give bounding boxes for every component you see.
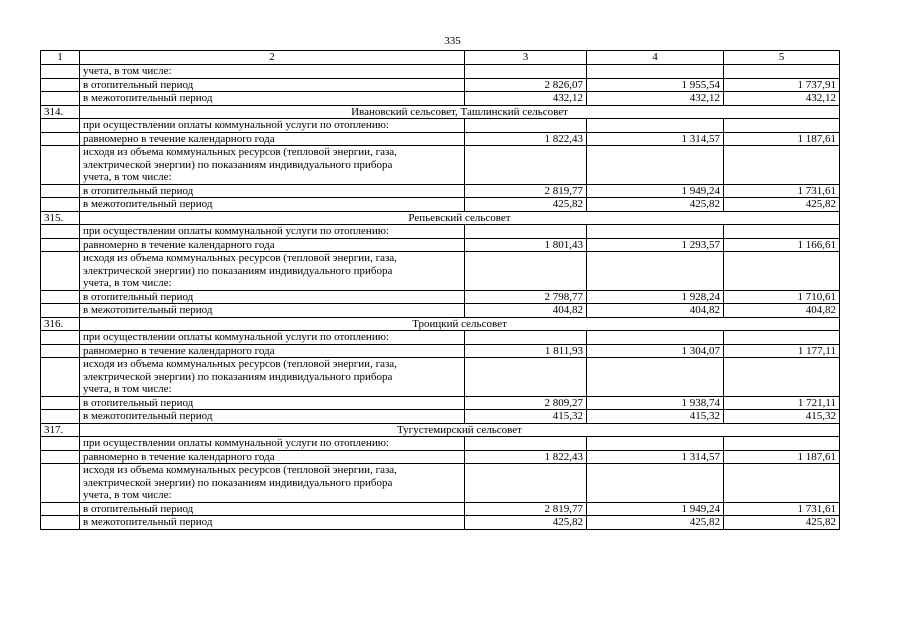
row-number-cell <box>41 252 80 291</box>
table-row <box>41 464 840 503</box>
table-row <box>41 358 840 397</box>
value-cell: 1 949,24 <box>587 502 724 516</box>
row-label: в отопительный период <box>80 290 465 304</box>
row-label-line: исходя из объема коммунальных ресурсов (тепловой энергии, газа, <box>83 464 397 476</box>
value-cell: 425,82 <box>465 516 587 530</box>
row-label: в межотопительный период <box>80 198 465 212</box>
row-number-cell <box>41 516 80 530</box>
value-cell <box>724 331 840 345</box>
row-label: в межотопительный период <box>80 304 465 318</box>
row-number-cell <box>41 344 80 358</box>
row-label-line: исходя из объема коммунальных ресурсов (тепловой энергии, газа, <box>83 252 397 264</box>
value-cell <box>587 252 724 291</box>
row-label-line: учета, в том числе: <box>83 383 172 395</box>
table-row <box>41 396 840 410</box>
row-label-line: электрической энергии) по показаниям индивидуального прибора <box>83 264 393 277</box>
section-number: 315. <box>41 211 80 225</box>
value-cell: 415,32 <box>724 410 840 424</box>
section-title: Ивановский сельсовет, Ташлинский сельсовет <box>80 105 840 119</box>
page-number: 335 <box>444 35 461 47</box>
value-cell: 1 293,57 <box>587 238 724 252</box>
value-cell: 432,12 <box>587 92 724 106</box>
value-cell: 1 938,74 <box>587 396 724 410</box>
row-label <box>80 358 465 397</box>
value-cell: 1 737,91 <box>724 78 840 92</box>
value-cell <box>724 358 840 397</box>
table-row <box>41 502 840 516</box>
table-row <box>41 450 840 464</box>
value-cell <box>465 119 587 133</box>
row-number-cell <box>41 146 80 185</box>
row-label: в межотопительный период <box>80 92 465 106</box>
header-cell: 5 <box>724 51 840 65</box>
row-label: в межотопительный период <box>80 516 465 530</box>
value-cell: 404,82 <box>587 304 724 318</box>
row-label-line: учета, в том числе: <box>83 277 172 289</box>
value-cell: 1 801,43 <box>465 238 587 252</box>
row-label: в межотопительный период <box>80 410 465 424</box>
value-cell: 425,82 <box>587 516 724 530</box>
row-number-cell <box>41 290 80 304</box>
row-number-cell <box>41 464 80 503</box>
table-row <box>41 184 840 198</box>
value-cell: 404,82 <box>465 304 587 318</box>
value-cell: 425,82 <box>724 198 840 212</box>
value-cell: 1 304,07 <box>587 344 724 358</box>
value-cell: 1 166,61 <box>724 238 840 252</box>
value-cell: 1 710,61 <box>724 290 840 304</box>
row-label: равномерно в течение календарного года <box>80 238 465 252</box>
value-cell: 415,32 <box>465 410 587 424</box>
value-cell: 1 187,61 <box>724 132 840 146</box>
value-cell <box>465 464 587 503</box>
value-cell: 425,82 <box>587 198 724 212</box>
value-cell <box>465 65 587 79</box>
value-cell <box>724 437 840 451</box>
row-label: равномерно в течение календарного года <box>80 450 465 464</box>
value-cell: 1 721,11 <box>724 396 840 410</box>
value-cell: 1 314,57 <box>587 132 724 146</box>
value-cell <box>587 331 724 345</box>
section-header-row <box>41 105 840 119</box>
section-title: Троицкий сельсовет <box>80 317 840 331</box>
tariff-table <box>40 50 840 530</box>
value-cell <box>465 146 587 185</box>
value-cell <box>587 119 724 133</box>
table-row <box>41 516 840 530</box>
value-cell: 1 822,43 <box>465 450 587 464</box>
header-cell: 4 <box>587 51 724 65</box>
row-label-line: электрической энергии) по показаниям индивидуального прибора <box>83 476 393 489</box>
value-cell <box>587 225 724 239</box>
value-cell <box>587 437 724 451</box>
row-number-cell <box>41 119 80 133</box>
row-number-cell <box>41 304 80 318</box>
row-label-line: учета, в том числе: <box>83 489 172 501</box>
row-label-line: учета, в том числе: <box>83 171 172 183</box>
table-body <box>41 51 840 530</box>
section-number: 316. <box>41 317 80 331</box>
header-cell: 2 <box>80 51 465 65</box>
value-cell: 1 187,61 <box>724 450 840 464</box>
value-cell <box>724 464 840 503</box>
section-title: Репьевский сельсовет <box>80 211 840 225</box>
value-cell: 2 826,07 <box>465 78 587 92</box>
value-cell <box>465 225 587 239</box>
value-cell <box>465 252 587 291</box>
section-number: 314. <box>41 105 80 119</box>
value-cell: 1 731,61 <box>724 502 840 516</box>
value-cell: 2 798,77 <box>465 290 587 304</box>
row-number-cell <box>41 331 80 345</box>
value-cell: 432,12 <box>465 92 587 106</box>
value-cell <box>465 437 587 451</box>
row-number-cell <box>41 78 80 92</box>
value-cell: 425,82 <box>724 516 840 530</box>
table-row <box>41 119 840 133</box>
value-cell: 1 177,11 <box>724 344 840 358</box>
row-label-line: электрической энергии) по показаниям индивидуального прибора <box>83 158 393 171</box>
row-number-cell <box>41 132 80 146</box>
section-header-row <box>41 317 840 331</box>
row-label <box>80 252 465 291</box>
value-cell <box>587 358 724 397</box>
row-label: равномерно в течение календарного года <box>80 344 465 358</box>
value-cell <box>587 65 724 79</box>
row-number-cell <box>41 396 80 410</box>
value-cell <box>587 146 724 185</box>
header-cell: 1 <box>41 51 80 65</box>
section-header-row <box>41 423 840 437</box>
value-cell: 415,32 <box>587 410 724 424</box>
row-label: при осуществлении оплаты коммунальной услуги по отоплению: <box>80 225 465 239</box>
value-cell <box>587 464 724 503</box>
table-row <box>41 437 840 451</box>
value-cell: 1 314,57 <box>587 450 724 464</box>
row-label: в отопительный период <box>80 78 465 92</box>
value-cell: 2 819,77 <box>465 502 587 516</box>
row-number-cell <box>41 437 80 451</box>
value-cell: 1 949,24 <box>587 184 724 198</box>
value-cell: 1 811,93 <box>465 344 587 358</box>
table-row <box>41 252 840 291</box>
row-label: в отопительный период <box>80 184 465 198</box>
table-row <box>41 146 840 185</box>
row-number-cell <box>41 65 80 79</box>
column-number-header <box>41 51 840 65</box>
table-row <box>41 225 840 239</box>
value-cell: 1 928,24 <box>587 290 724 304</box>
table-row <box>41 331 840 345</box>
value-cell <box>724 119 840 133</box>
value-cell <box>724 146 840 185</box>
table-row <box>41 238 840 252</box>
value-cell: 1 822,43 <box>465 132 587 146</box>
value-cell: 2 819,77 <box>465 184 587 198</box>
section-number: 317. <box>41 423 80 437</box>
value-cell: 1 731,61 <box>724 184 840 198</box>
row-number-cell <box>41 238 80 252</box>
row-number-cell <box>41 410 80 424</box>
row-label: равномерно в течение календарного года <box>80 132 465 146</box>
table-row <box>41 78 840 92</box>
table-row <box>41 290 840 304</box>
row-number-cell <box>41 92 80 106</box>
value-cell: 432,12 <box>724 92 840 106</box>
section-title: Тугустемирский сельсовет <box>80 423 840 437</box>
value-cell: 1 955,54 <box>587 78 724 92</box>
table-row <box>41 65 840 79</box>
table-row <box>41 304 840 318</box>
value-cell <box>465 358 587 397</box>
row-label-line: исходя из объема коммунальных ресурсов (тепловой энергии, газа, <box>83 146 397 158</box>
table-row <box>41 410 840 424</box>
value-cell <box>465 331 587 345</box>
row-label: в отопительный период <box>80 396 465 410</box>
row-number-cell <box>41 198 80 212</box>
row-number-cell <box>41 225 80 239</box>
row-number-cell <box>41 184 80 198</box>
row-number-cell <box>41 450 80 464</box>
table-row <box>41 92 840 106</box>
row-label-line: электрической энергии) по показаниям индивидуального прибора <box>83 370 393 383</box>
row-label: при осуществлении оплаты коммунальной услуги по отоплению: <box>80 437 465 451</box>
table-row <box>41 132 840 146</box>
value-cell <box>724 252 840 291</box>
table-row <box>41 198 840 212</box>
row-label: в отопительный период <box>80 502 465 516</box>
row-label: учета, в том числе: <box>80 65 465 79</box>
value-cell: 425,82 <box>465 198 587 212</box>
row-label: при осуществлении оплаты коммунальной услуги по отоплению: <box>80 119 465 133</box>
row-label <box>80 146 465 185</box>
row-number-cell <box>41 358 80 397</box>
row-label-line: исходя из объема коммунальных ресурсов (тепловой энергии, газа, <box>83 358 397 370</box>
row-label: при осуществлении оплаты коммунальной услуги по отоплению: <box>80 331 465 345</box>
value-cell: 404,82 <box>724 304 840 318</box>
section-header-row <box>41 211 840 225</box>
value-cell <box>724 65 840 79</box>
table-row <box>41 344 840 358</box>
row-number-cell <box>41 502 80 516</box>
header-cell: 3 <box>465 51 587 65</box>
value-cell <box>724 225 840 239</box>
row-label <box>80 464 465 503</box>
value-cell: 2 809,27 <box>465 396 587 410</box>
